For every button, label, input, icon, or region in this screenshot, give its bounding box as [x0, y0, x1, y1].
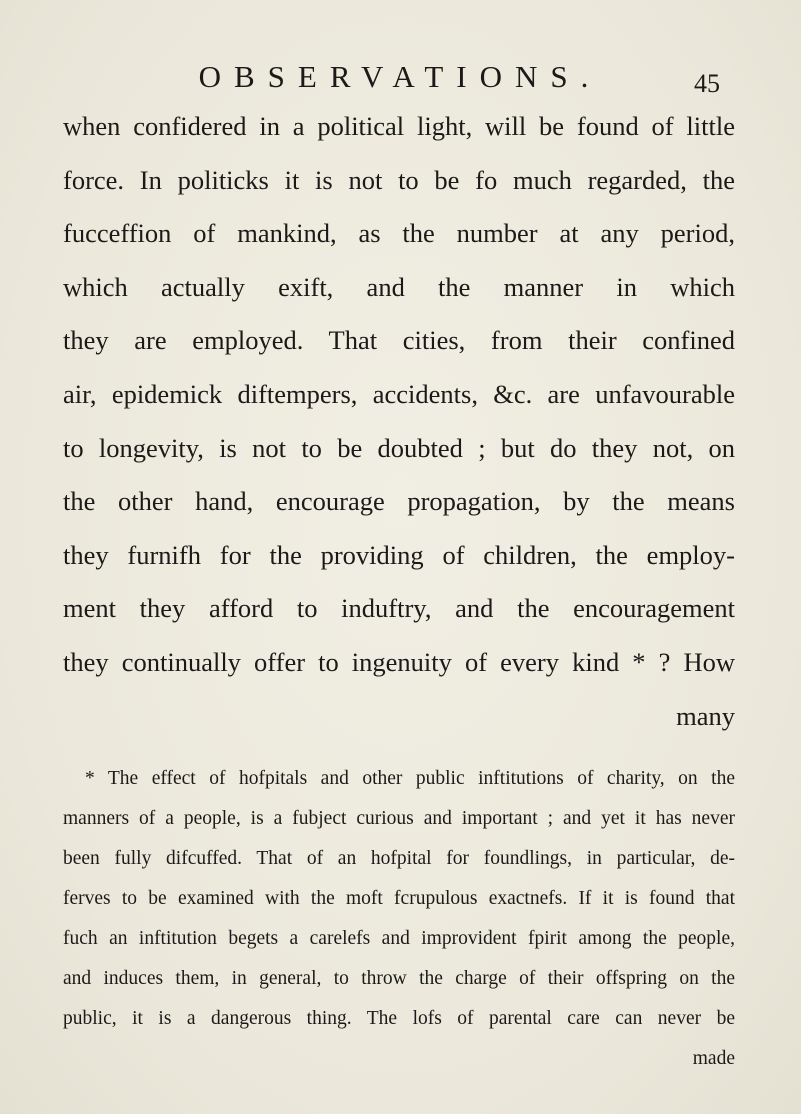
text-line: when confidered in a political light, will be found of little — [63, 111, 735, 141]
footnote-line: fuch an inftitution begets a carelefs and improvident fpirit among the people, — [63, 928, 735, 949]
text-line: to longevity, is not to be doubted ; but do they not, on — [63, 432, 735, 463]
text-line: force. In politicks it is not to be fo much regarded, the — [63, 164, 735, 195]
footnote-line: * The effect of hofpitals and other public inftitutions of charity, on the — [85, 768, 735, 789]
running-title: OBSERVATIONS. — [198, 59, 602, 94]
page-number: 45 — [694, 69, 720, 98]
text-line: they furnifh for the providing of children, the employ- — [63, 539, 735, 570]
text-line: they are employed. That cities, from their confined — [63, 325, 735, 356]
footnote — [63, 759, 735, 1079]
footnote-line: and induces them, in general, to throw the charge of their offspring on the — [63, 968, 735, 989]
text-line: which actually exift, and the manner in which — [63, 271, 735, 302]
footnote-line: manners of a people, is a fubject curious and important ; and yet it has never — [63, 808, 735, 829]
footnote-line: public, it is a dangerous thing. The lofs of parental care can never be — [63, 1008, 735, 1029]
text-line: the other hand, encourage propagation, by the means — [63, 486, 735, 517]
text-line: ment they afford to induftry, and the encouragement — [63, 593, 735, 624]
footnote-line: been fully difcuffed. That of an hofpital for foundlings, in particular, de- — [63, 848, 735, 869]
footnote-line: ferves to be examined with the moft fcrupulous exactnefs. If it is found that — [63, 888, 735, 909]
text-line: air, epidemick diftempers, accidents, &c. are unfavourable — [63, 378, 735, 409]
text-line: fucceffion of mankind, as the number at any period, — [63, 218, 735, 249]
footnote-catchword: made — [692, 1048, 735, 1069]
main-text — [63, 100, 735, 743]
catchword: many — [676, 700, 735, 731]
text-line: they continually offer to ingenuity of every kind * ? How — [63, 646, 735, 677]
